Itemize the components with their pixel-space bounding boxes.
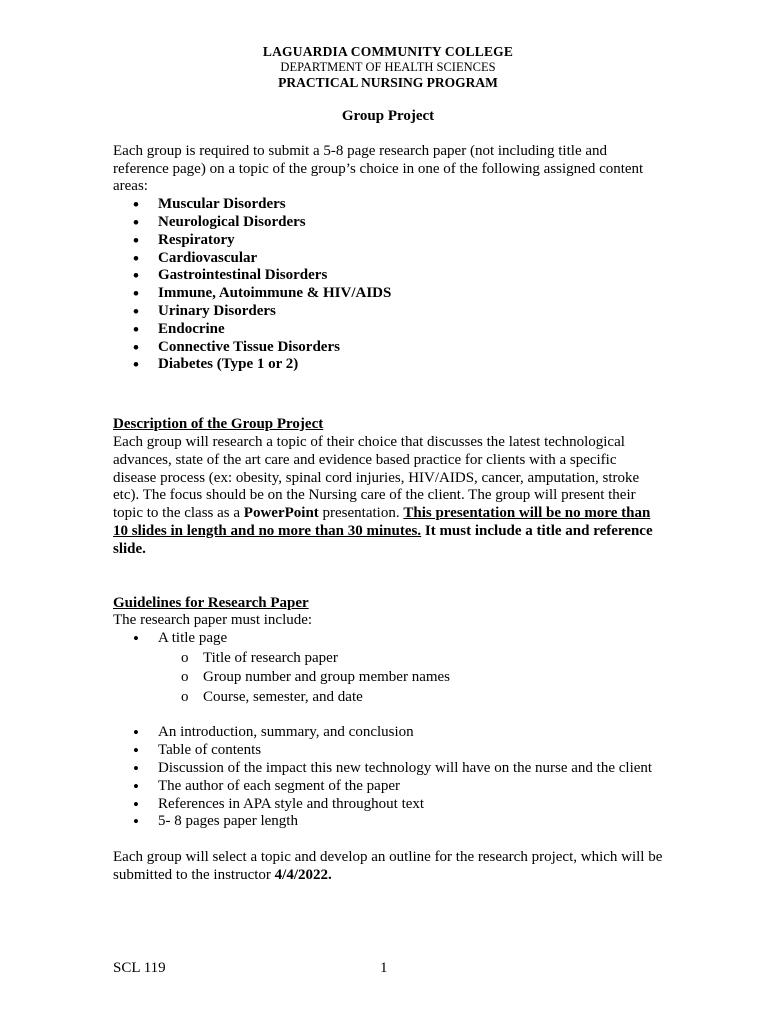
- list-item: • Respiratory: [113, 232, 663, 250]
- description-heading: Description of the Group Project: [113, 416, 324, 433]
- list-item: o Course, semester, and date: [113, 688, 663, 707]
- topic-list: [113, 196, 663, 374]
- list-item: • Endocrine: [113, 321, 663, 339]
- list-item: • An introduction, summary, and conclusion: [113, 724, 663, 742]
- list-item: • Cardiovascular: [113, 250, 663, 268]
- list-item: • References in APA style and throughout text: [113, 796, 663, 814]
- list-item: • The author of each segment of the paper: [113, 778, 663, 796]
- program-name: PRACTICAL NURSING PROGRAM: [278, 75, 498, 90]
- title-page-sublist: [113, 649, 663, 707]
- document-body: [113, 44, 663, 885]
- course-code: SCL 119: [113, 960, 166, 976]
- title-page-list: [113, 630, 663, 706]
- title-page-label: A title page: [158, 630, 228, 647]
- list-item: • Table of contents: [113, 742, 663, 760]
- list-item: o Title of research paper: [113, 649, 663, 668]
- title-reference-requirement: It must include a title and reference slide.: [113, 522, 653, 557]
- list-item: • Urinary Disorders: [113, 303, 663, 321]
- list-item: • Discussion of the impact this new technology will have on the nurse and the client: [113, 760, 663, 778]
- department-name: DEPARTMENT OF HEALTH SCIENCES: [280, 60, 496, 74]
- powerpoint-text: PowerPoint: [243, 505, 319, 522]
- description-text-2: presentation.: [318, 505, 404, 522]
- list-item: • 5- 8 pages paper length: [113, 813, 663, 831]
- college-name: LAGUARDIA COMMUNITY COLLEGE: [262, 44, 514, 59]
- guidelines-heading: Guidelines for Research Paper: [113, 594, 309, 611]
- list-item: • Neurological Disorders: [113, 214, 663, 232]
- description-text: Each group will research a topic of their choice that discusses the latest technological advances, state of the art care and evidence based practice for clients with a specific disease process (ex: obesity, spinal cord injuries, HIV/AIDS, cancer, amputation, stroke etc). The focus should be on the Nursing care of the client. The group will present their topic to the class as a: [113, 433, 640, 522]
- list-item: • Diabetes (Type 1 or 2): [113, 356, 663, 374]
- page-number: 1: [380, 960, 388, 976]
- due-date: 4/4/2022.: [274, 867, 332, 883]
- description-paragraph: [113, 434, 663, 559]
- closing-text: Each group will select a topic and develop an outline for the research project, which will be submitted to the instructor: [113, 849, 663, 883]
- closing-paragraph: [113, 849, 663, 885]
- intro-paragraph: Each group is required to submit a 5-8 page research paper (not including title and reference page) on a topic of the group’s choice in one of the following assigned content areas:: [113, 142, 644, 195]
- list-item: o Group number and group member names: [113, 668, 663, 687]
- list-item: • Gastrointestinal Disorders: [113, 267, 663, 285]
- list-item: [113, 630, 663, 706]
- requirements-list: [113, 724, 663, 831]
- guidelines-intro: The research paper must include:: [113, 612, 313, 629]
- list-item: • Muscular Disorders: [113, 196, 663, 214]
- list-item: • Immune, Autoimmune & HIV/AIDS: [113, 285, 663, 303]
- presentation-limits: This presentation will be no more than 10 slides in length and no more than 30 minutes.: [113, 505, 651, 539]
- page-title: Group Project: [341, 108, 435, 124]
- list-item: • Connective Tissue Disorders: [113, 339, 663, 357]
